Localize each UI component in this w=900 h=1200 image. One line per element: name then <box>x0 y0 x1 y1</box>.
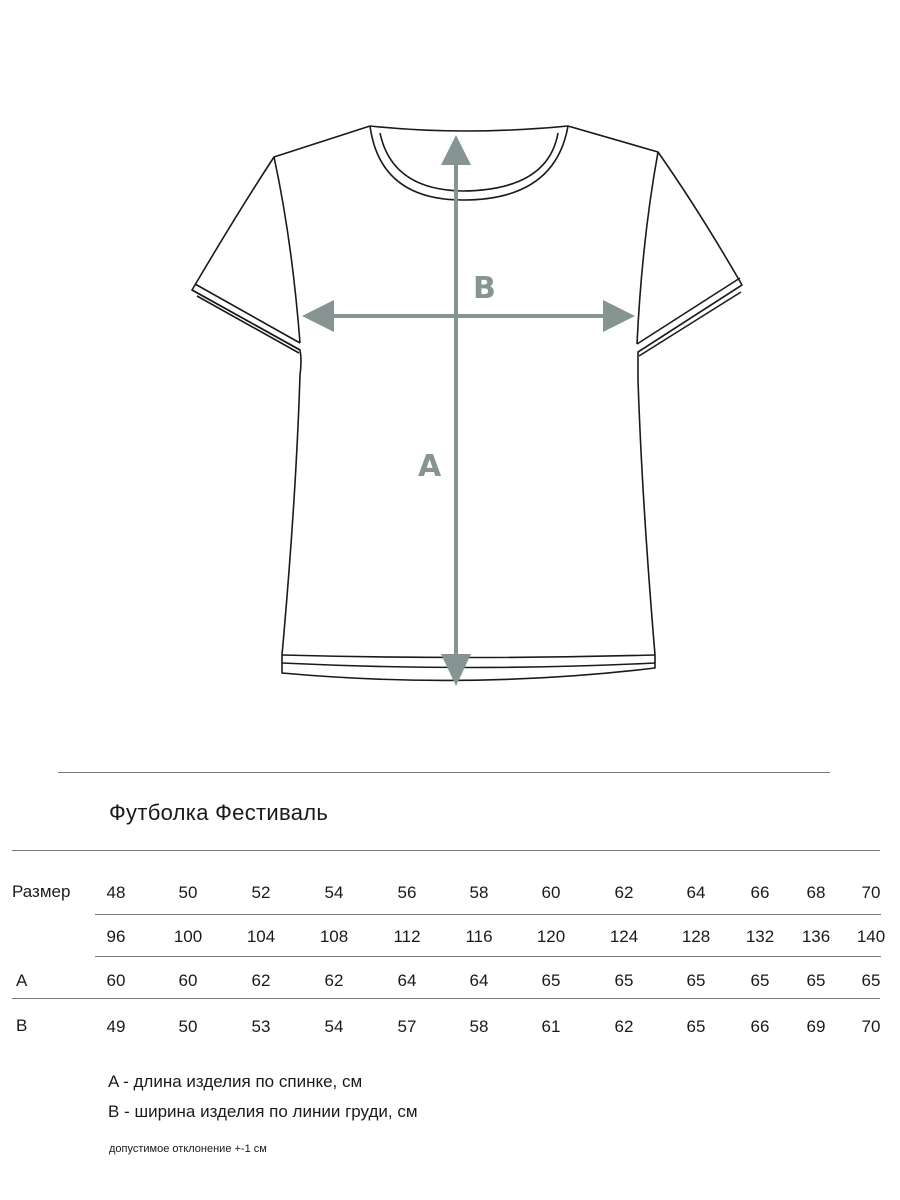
width-b-cell: 69 <box>806 1017 826 1036</box>
row-label-size: Размер <box>12 882 71 901</box>
size-cell: 60 <box>541 883 561 902</box>
width-b-cell: 62 <box>614 1017 634 1036</box>
length-a-cell: 65 <box>686 971 706 990</box>
length-a-cell: 65 <box>861 971 881 990</box>
row-label-a: A <box>16 971 28 990</box>
product-title: Футболка Фестиваль <box>109 800 329 825</box>
width-b-cell: 54 <box>324 1017 344 1036</box>
size-cell: 68 <box>806 883 826 902</box>
size-cell: 66 <box>750 883 770 902</box>
width-arrow-left <box>302 300 334 332</box>
legend-b: B - ширина изделия по линии груди, см <box>108 1102 418 1121</box>
size-cell: 64 <box>686 883 706 902</box>
length-a-cell: 65 <box>541 971 561 990</box>
row-label-b: B <box>16 1016 28 1035</box>
width-b-cell: 49 <box>106 1017 126 1036</box>
chest-cell: 112 <box>393 927 421 946</box>
chest-cell: 132 <box>745 927 775 946</box>
length-a-cell: 60 <box>106 971 126 990</box>
chest-cell: 136 <box>801 927 831 946</box>
length-a-cell: 65 <box>806 971 826 990</box>
length-a-cell: 64 <box>397 971 417 990</box>
table-rule-a <box>12 998 880 999</box>
size-cell: 52 <box>251 883 271 902</box>
length-a-cell: 65 <box>750 971 770 990</box>
chest-cell: 124 <box>609 927 639 946</box>
width-b-cell: 70 <box>861 1017 881 1036</box>
length-arrow-top <box>441 135 471 165</box>
width-b-cell: 65 <box>686 1017 706 1036</box>
dimension-arrows <box>302 135 635 686</box>
width-b-cell: 57 <box>397 1017 417 1036</box>
size-cell: 70 <box>861 883 881 902</box>
width-b-cell: 66 <box>750 1017 770 1036</box>
dimension-label-b: B <box>473 271 496 306</box>
chest-cell: 104 <box>246 927 276 946</box>
width-b-cell: 50 <box>178 1017 198 1036</box>
length-a-cell: 64 <box>469 971 489 990</box>
width-b-cell: 53 <box>251 1017 271 1036</box>
size-cell: 56 <box>397 883 417 902</box>
table-top-rule <box>12 850 880 851</box>
tshirt-outline <box>192 126 742 680</box>
size-cell: 62 <box>614 883 634 902</box>
length-a-cell: 62 <box>251 971 271 990</box>
size-cell: 48 <box>106 883 126 902</box>
length-a-cell: 65 <box>614 971 634 990</box>
chest-cell: 140 <box>856 927 886 946</box>
chest-cell: 96 <box>106 927 126 946</box>
width-b-cell: 61 <box>541 1017 561 1036</box>
chest-cell: 128 <box>681 927 711 946</box>
table-rule-chest <box>95 956 881 957</box>
top-divider <box>58 772 830 773</box>
chest-cell: 108 <box>319 927 349 946</box>
dimension-label-a: A <box>418 449 442 484</box>
chest-cell: 100 <box>173 927 203 946</box>
length-a-cell: 62 <box>324 971 344 990</box>
legend-a: A - длина изделия по спинке, см <box>108 1072 363 1091</box>
chest-cell: 116 <box>465 927 493 946</box>
width-arrow-right <box>603 300 635 332</box>
size-cell: 54 <box>324 883 344 902</box>
table-rule-size <box>95 914 881 915</box>
size-cell: 58 <box>469 883 489 902</box>
chest-cell: 120 <box>536 927 566 946</box>
width-b-cell: 58 <box>469 1017 489 1036</box>
size-cell: 50 <box>178 883 198 902</box>
tolerance-note: допустимое отклонение +-1 см <box>109 1143 267 1155</box>
length-a-cell: 60 <box>178 971 198 990</box>
